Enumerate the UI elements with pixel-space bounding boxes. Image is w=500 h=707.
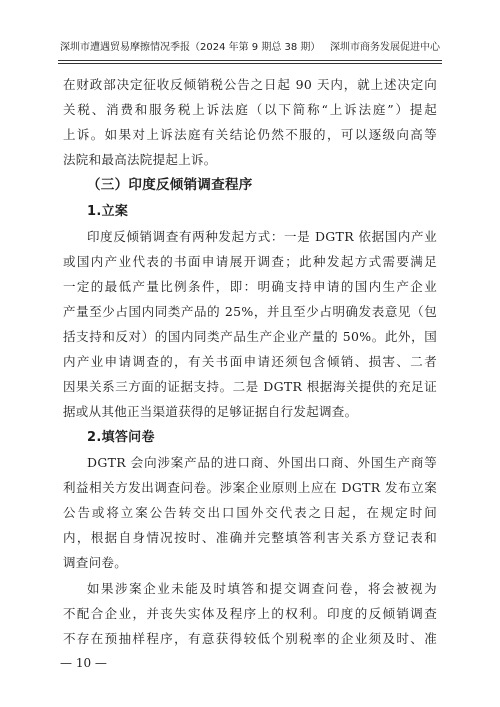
page-header: [58, 34, 442, 60]
header-organization: 深圳市商务发展促进中心: [330, 42, 440, 53]
paragraph-line: 不存在预抽样程序，有意获得较低个别税率的企业须及时、准: [63, 631, 437, 646]
paragraph-line: 括支持和反对）的国内同类产品生产企业产量的 50%。此外，国: [63, 329, 437, 344]
paragraph-line: 不配合企业，并丧失实体及程序上的权利。印度的反倾销调查: [63, 606, 437, 621]
paragraph-line: 法院和最高法院提起上诉。: [63, 152, 217, 167]
paragraph-line: 如果涉案企业未能及时填答和提交调查问卷，将会被视为: [87, 581, 437, 596]
paragraph-line: 因果关系三方面的证据支持。二是 DGTR 根据海关提供的充足证: [63, 379, 437, 394]
paragraph-line: 内，根据自身情况按时、准确并完整填答利害关系方登记表和: [63, 530, 437, 545]
paragraph-line: DGTR 会向涉案产品的进口商、外国出口商、外国生产商等: [87, 455, 437, 470]
paragraph-line: 或国内产业代表的书面申请展开调查；此种发起方式需要满足: [63, 254, 437, 269]
header-publication-title: 深圳市遭遇贸易摩擦情况季报（2024 年第 9 期总 38 期）: [60, 42, 321, 53]
paragraph-line: 一定的最低产量比例条件，即：明确支持申请的国内生产企业: [63, 279, 437, 294]
paragraph-line: 据或从其他正当渠道获得的足够证据自行发起调查。: [63, 404, 358, 419]
paragraph-line: 内产业申请调查的，有关书面申请还须包含倾销、损害、二者: [63, 354, 437, 369]
paragraph-line: 上诉。如果对上诉法庭有关结论仍然不服的，可以逐级向高等: [63, 127, 437, 142]
subsection-heading-filing: 1.立案: [87, 204, 129, 219]
subsection-heading-questionnaire: 2.填答问卷: [87, 430, 155, 445]
paragraph-line: 在财政部决定征收反倾销税公告之日起 90 天内，就上述决定向: [63, 77, 437, 92]
paragraph-line: 关税、消费和服务税上诉法庭（以下简称“上诉法庭”）提起: [63, 102, 437, 117]
paragraph-line: 利益相关方发出调查问卷。涉案企业原则上应在 DGTR 发布立案: [63, 480, 437, 495]
header-rule-top: [58, 60, 442, 61]
paragraph-line: 印度反倾销调查有两种发起方式：一是 DGTR 依据国内产业: [87, 229, 437, 244]
paragraph-line: 产量至少占国内同类产品的 25%，并且至少占明确发表意见（包: [63, 304, 437, 319]
section-heading: （三）印度反倾销调查程序: [87, 177, 253, 193]
page-number: — 10 —: [60, 656, 107, 670]
paragraph-line: 调查问卷。: [63, 555, 128, 570]
paragraph-line: 公告或将立案公告转交出口国外交代表之日起，在规定时间: [63, 505, 437, 520]
header-rule-bottom: [58, 63, 442, 64]
